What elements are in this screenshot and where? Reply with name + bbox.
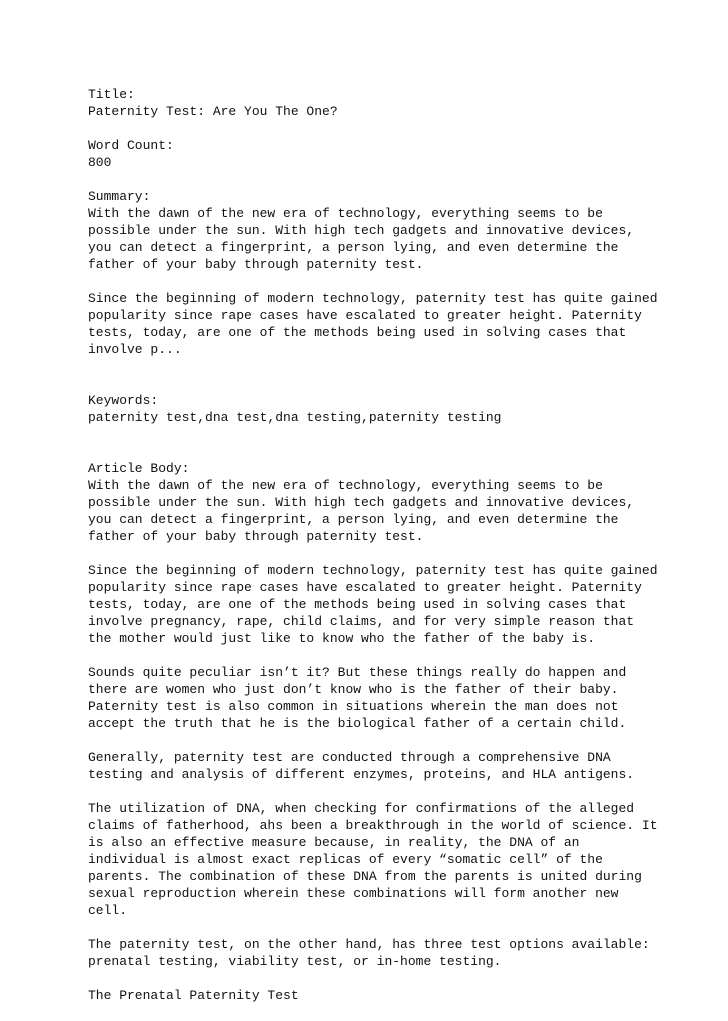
article-line: popularity since rape cases have escalated to greater height. Paternity bbox=[88, 580, 642, 595]
article-line: the mother would just like to know who the father of the baby is. bbox=[88, 631, 596, 646]
summary-label: Summary: bbox=[88, 189, 151, 204]
article-line: there are women who just don’t know who is the father of their baby. bbox=[88, 682, 619, 697]
article-line: parents. The combination of these DNA from the parents is united during bbox=[88, 869, 642, 884]
document-title: Paternity Test: Are You The One? bbox=[88, 104, 338, 119]
article-paragraph bbox=[88, 477, 708, 545]
summary-section bbox=[88, 188, 708, 358]
article-line: tests, today, are one of the methods being used in solving cases that bbox=[88, 597, 627, 612]
article-paragraph bbox=[88, 936, 708, 970]
title-label: Title: bbox=[88, 87, 135, 102]
section-spacer bbox=[88, 443, 708, 460]
summary-line: involve p... bbox=[88, 342, 182, 357]
word-count-label: Word Count: bbox=[88, 138, 174, 153]
summary-paragraph bbox=[88, 290, 708, 358]
keywords-section bbox=[88, 392, 708, 426]
summary-line: tests, today, are one of the methods being used in solving cases that bbox=[88, 325, 627, 340]
article-line: individual is almost exact replicas of every “somatic cell” of the bbox=[88, 852, 603, 867]
article-paragraph bbox=[88, 562, 708, 647]
summary-line: possible under the sun. With high tech gadgets and innovative devices, bbox=[88, 223, 635, 238]
article-line: testing and analysis of different enzymes, proteins, and HLA antigens. bbox=[88, 767, 635, 782]
article-line: claims of fatherhood, ahs been a breakthrough in the world of science. It bbox=[88, 818, 658, 833]
article-line: possible under the sun. With high tech gadgets and innovative devices, bbox=[88, 495, 635, 510]
article-line: Sounds quite peculiar isn’t it? But these things really do happen and bbox=[88, 665, 627, 680]
summary-line: Since the beginning of modern technology, paternity test has quite gained bbox=[88, 291, 658, 306]
article-paragraph bbox=[88, 800, 708, 919]
title-section bbox=[88, 86, 708, 120]
article-section bbox=[88, 460, 708, 1004]
article-line: is also an effective measure because, in reality, the DNA of an bbox=[88, 835, 580, 850]
article-label: Article Body: bbox=[88, 461, 190, 476]
article-paragraph bbox=[88, 749, 708, 783]
article-line: accept the truth that he is the biological father of a certain child. bbox=[88, 716, 627, 731]
summary-paragraph bbox=[88, 205, 708, 273]
article-line: you can detect a fingerprint, a person lying, and even determine the bbox=[88, 512, 619, 527]
word-count-section bbox=[88, 137, 708, 171]
article-line: cell. bbox=[88, 903, 128, 918]
article-body bbox=[88, 477, 708, 1004]
article-line: The utilization of DNA, when checking for confirmations of the alleged bbox=[88, 801, 635, 816]
article-paragraph bbox=[88, 987, 708, 1004]
keywords-value: paternity test,dna test,dna testing,paternity testing bbox=[88, 410, 502, 425]
article-line: Generally, paternity test are conducted through a comprehensive DNA bbox=[88, 750, 611, 765]
article-line: father of your baby through paternity test. bbox=[88, 529, 424, 544]
article-line: Since the beginning of modern technology, paternity test has quite gained bbox=[88, 563, 658, 578]
word-count-value: 800 bbox=[88, 155, 112, 170]
document-page bbox=[88, 86, 708, 1021]
article-line: With the dawn of the new era of technology, everything seems to be bbox=[88, 478, 603, 493]
article-line: The Prenatal Paternity Test bbox=[88, 988, 299, 1003]
summary-line: you can detect a fingerprint, a person lying, and even determine the bbox=[88, 240, 619, 255]
summary-line: father of your baby through paternity test. bbox=[88, 257, 424, 272]
article-line: Paternity test is also common in situations wherein the man does not bbox=[88, 699, 619, 714]
article-line: prenatal testing, viability test, or in-home testing. bbox=[88, 954, 502, 969]
section-spacer bbox=[88, 375, 708, 392]
article-paragraph bbox=[88, 664, 708, 732]
article-line: sexual reproduction wherein these combinations will form another new bbox=[88, 886, 619, 901]
summary-body bbox=[88, 205, 708, 358]
keywords-label: Keywords: bbox=[88, 393, 159, 408]
article-line: The paternity test, on the other hand, has three test options available: bbox=[88, 937, 650, 952]
summary-line: popularity since rape cases have escalated to greater height. Paternity bbox=[88, 308, 642, 323]
summary-line: With the dawn of the new era of technology, everything seems to be bbox=[88, 206, 603, 221]
article-line: involve pregnancy, rape, child claims, and for very simple reason that bbox=[88, 614, 635, 629]
